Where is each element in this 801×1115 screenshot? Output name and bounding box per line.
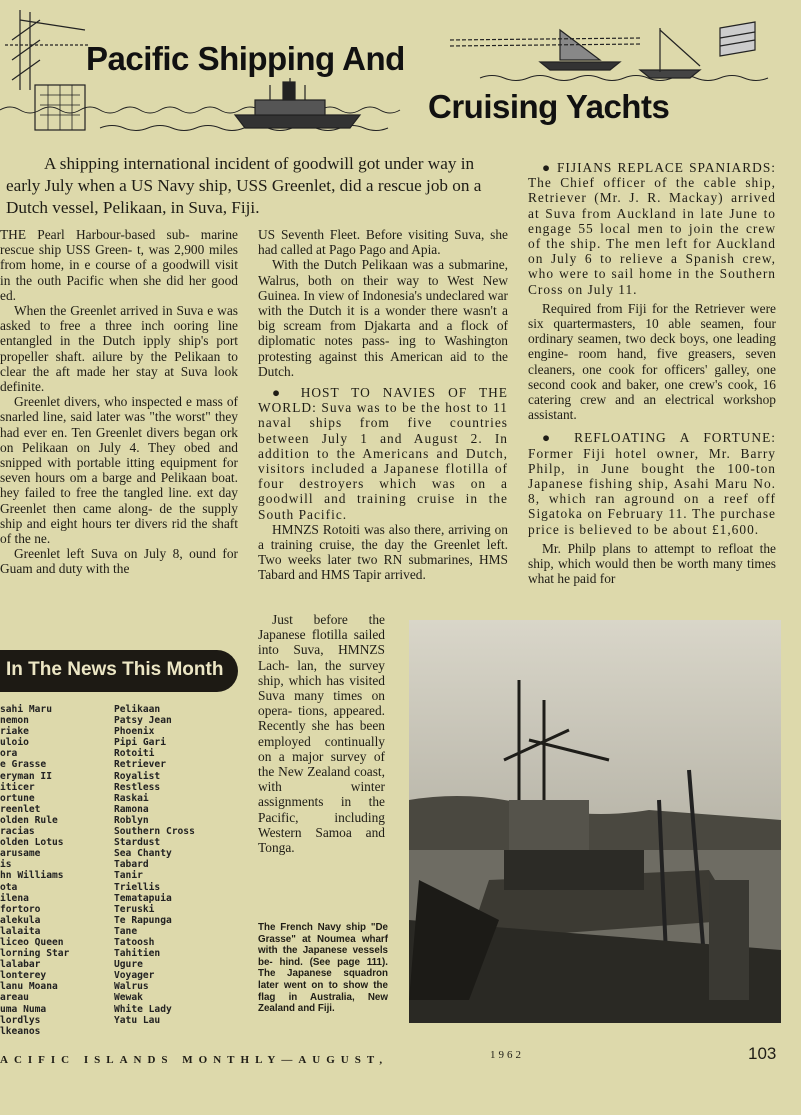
news-list-item: Southern Cross	[114, 826, 195, 838]
news-list-item: arusame	[0, 848, 41, 860]
news-list-item: Retriever	[114, 759, 166, 771]
news-list-item: lanu Moana	[0, 981, 58, 993]
news-list-item: lorning Star	[0, 948, 70, 960]
lead-text: A shipping international incident of goodwill got under way in early July when a US Navy ship, USS Greenlet, did a rescue job on a Dutch vessel, Pelikaan, in Suva, Fiji.	[6, 154, 482, 217]
news-list-item: liceo Queen	[0, 936, 64, 948]
news-list-item: olden Rule	[0, 814, 58, 826]
news-list-item: ota	[0, 881, 18, 893]
warship-photo	[409, 620, 781, 1023]
col3-section-heading: ● REFLOATING A FORTUNE: Former Fiji hotel owner, Mr. Barry Philp, in June bought the 100-ton Japanese fishing ship, Asahi Maru No. 8, which ran aground on a reef off Sigatoka on February 11. The purchase price is believed to be about £1,600.	[528, 430, 776, 537]
publication-name: ACIFIC ISLANDS MONTHLY—AUGUST,	[0, 1054, 389, 1066]
news-list-item: lkeanos	[0, 1025, 41, 1037]
col2-paragraph: HMNZS Rotoiti was also there, arriving on a training cruise, the day the Greenlet left. Two weeks later two RN submarines, HMS Tabard and HMS Tapir arrived.	[258, 521, 508, 583]
news-list-item: iticer	[0, 781, 35, 793]
page-number: 103	[748, 1044, 777, 1063]
news-list-item: eryman II	[0, 770, 52, 782]
news-list-item: Yatu Lau	[114, 1014, 161, 1026]
news-list-item: uloio	[0, 737, 29, 749]
news-list-item: White Lady	[114, 1003, 172, 1015]
news-list-item: Pelikaan	[114, 704, 161, 715]
col3-section-heading: ● FIJIANS REPLACE SPANIARDS: The Chief officer of the cable ship, Retriever (Mr. J. R. Mackay) arrived at Suva from Auckland in late June to engage 55 local men to join the crew of the ship. The men left for Auckland on July 6 to relieve a Spanish crew, who were to sail home in the Southern Cross on July 11.	[528, 160, 776, 297]
news-list-item: is	[0, 859, 12, 871]
lead-paragraph	[6, 153, 506, 219]
col1-paragraph: When the Greenlet arrived in Suva e was asked to free a three inch ooring line entangled in the Dutch ipply ship's port propeller shaft. ailure by the Pelikaan to clear the aft made her stay at Suva look definite.	[0, 303, 238, 395]
news-list-item: Phoenix	[114, 726, 155, 738]
news-list-item: ora	[0, 748, 18, 760]
news-list-item: Te Rapunga	[114, 914, 172, 926]
news-list-item: Teruski	[114, 903, 155, 915]
news-list-item: Walrus	[114, 981, 149, 993]
col1-paragraph: THE Pearl Harbour-based sub- marine rescue ship USS Green- t, was 2,900 miles from home, in e course of a goodwill visit in the outh Pacific when she did her good ed.	[0, 227, 238, 303]
col1-paragraph: Greenlet divers, who inspected e mass of snarled line, said later was "the worst" they had ever en. Ten Greenlet divers began ork on Pelikaan on July 4. They obed and snipped with portable itting equipment for seven hours om a barge and Pelikaan boat. hey failed to free the tangled line. ext day Greenlet then came along- de the supply ship and eight hours ter divers rid the shaft of the ne.	[0, 394, 238, 547]
news-list-item: Tanir	[114, 870, 143, 882]
news-list-item: alekula	[0, 914, 41, 926]
article-column-2	[258, 227, 508, 612]
news-list-item: Ramona	[114, 803, 149, 815]
col1-paragraph: Greenlet left Suva on July 8, ound for Guam and duty with the	[0, 546, 238, 577]
col2-paragraph: With the Dutch Pelikaan was a submarine, Walrus, both on their way to West New Guinea. In view of Indonesia's undeclared war with the Dutch it is a wonder there wasn't a big scream from Djakarta and a flock of diplomatic notes pass- ing to Washington protesting against this American aid to the Dutch.	[258, 257, 508, 379]
news-banner-title: In The News This Month	[6, 659, 224, 680]
news-list-item: Sea Chanty	[114, 848, 172, 860]
news-list-item: ilena	[0, 892, 29, 904]
col3-paragraph: Required from Fiji for the Retriever were six quartermasters, 10 able seamen, four ordinary seamen, two deck boys, one leading engine- room hand, five greasers, seven cleaners, one cook for officers' galley, one second cook and baker, one crew's cook, 16 catering crew and an electrical workshop assistant.	[528, 300, 776, 423]
news-list-item: lordlys	[0, 1014, 41, 1026]
page-title-line-1: Pacific Shipping And	[86, 40, 405, 77]
news-list-item: Pipi Gari	[114, 737, 166, 749]
news-list-item: areau	[0, 992, 29, 1004]
news-list-item: Rotoiti	[114, 748, 155, 760]
news-list-item: uma Numa	[0, 1003, 47, 1015]
news-list-item: hn Williams	[0, 870, 64, 882]
col2-section-heading: ● HOST TO NAVIES OF THE WORLD: Suva was to be the host to 11 naval ships from five countries between July 1 and August 2. In addition to the Americans and Dutch, visitors included a Japanese flotilla of four destroyers which was on a goodwill and training cruise in the South Pacific.	[258, 385, 508, 522]
news-list-item: Voyager	[114, 970, 155, 982]
col2-paragraph: US Seventh Fleet. Before visiting Suva, she had called at Pago Pago and Apia.	[258, 227, 508, 258]
news-list-item: Tane	[114, 925, 138, 937]
news-list-left	[0, 704, 110, 1037]
news-list-item: Restless	[114, 781, 161, 793]
news-list-item: Triellis	[114, 881, 161, 893]
col3-paragraph: Mr. Philp plans to attempt to refloat the ship, which would then be worth many times what he paid for	[528, 540, 776, 587]
col2-paragraph: Just before the Japanese flotilla sailed into Suva, HMNZS Lach- lan, the survey ship, which has visited Suva many times on opera- tions, appeared. Recently she has been employed continually on a major survey of the New Zealand coast, with winter assignments in the Pacific, including Western Samoa and Tonga.	[258, 612, 385, 856]
page-title-line-2: Cruising Yachts	[428, 88, 670, 125]
news-list-item: fortoro	[0, 903, 41, 915]
news-list-item: Stardust	[114, 837, 161, 849]
news-list-right	[114, 704, 244, 1026]
news-list-item: Royalist	[114, 770, 161, 782]
news-list-item: sahi Maru	[0, 704, 52, 715]
news-list-item: e Grasse	[0, 759, 47, 771]
news-list-item: lalabar	[0, 959, 41, 971]
article-column-2-continued	[258, 612, 385, 892]
news-list-item: racias	[0, 826, 35, 838]
news-list-item: Tabard	[114, 859, 149, 871]
news-list-item: Tatoosh	[114, 936, 155, 948]
news-list-item: ortune	[0, 792, 35, 804]
news-list-item: reenlet	[0, 803, 41, 815]
news-list-item: Roblyn	[114, 814, 149, 826]
publication-year: 1962	[490, 1049, 524, 1061]
news-list-item: lalaita	[0, 925, 41, 937]
news-list-item: lonterey	[0, 970, 47, 982]
news-list-item: Tematapuia	[114, 892, 172, 904]
news-list-item: Ugure	[114, 959, 143, 971]
news-list-item: Raskai	[114, 792, 149, 804]
news-list-item: riake	[0, 726, 29, 738]
article-column-1	[0, 227, 238, 637]
news-list-item: Tahitien	[114, 948, 161, 960]
news-list-item: olden Lotus	[0, 837, 64, 849]
news-list-item: Wewak	[114, 992, 143, 1004]
news-list-item: Patsy Jean	[114, 715, 172, 727]
news-list-item: nemon	[0, 715, 29, 727]
article-column-3	[528, 160, 776, 610]
photo-caption: The French Navy ship "De Grasse" at Noumea wharf with the Japanese vessels be- hind. (See page 111). The Japanese squadron later went on to show the flag in Australia, New Zealand and Fiji.	[258, 922, 388, 1015]
